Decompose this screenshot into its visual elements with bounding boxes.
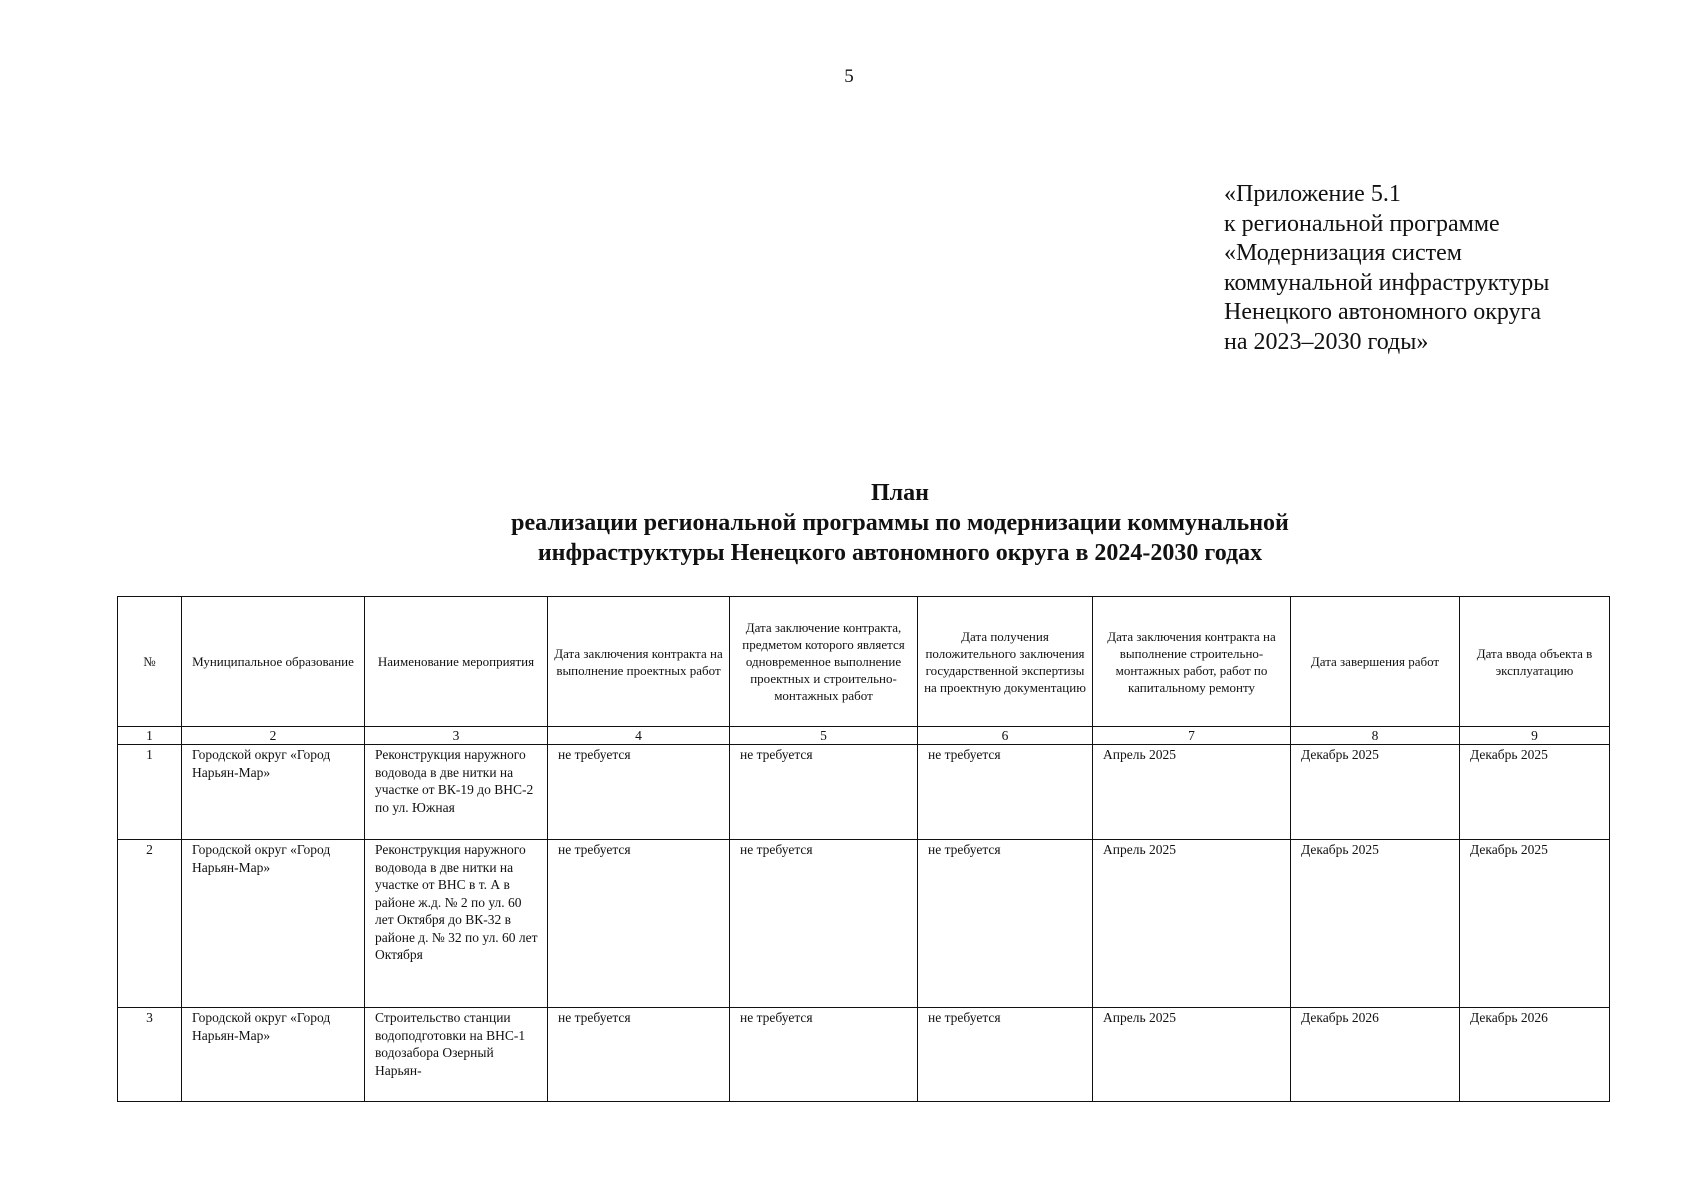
event-cell: Строительство станции водоподготовки на ВНС-1 водозабора Озерный Нарьян-	[365, 1008, 548, 1102]
commissioning-cell: Декабрь 2025	[1460, 745, 1610, 840]
column-number: 4	[548, 727, 730, 745]
title-line: План	[871, 480, 929, 506]
column-number: 6	[918, 727, 1093, 745]
title-line: реализации региональной программы по модернизации коммунальной	[511, 510, 1289, 536]
municipality-cell: Городской округ «Город Нарьян-Мар»	[182, 840, 365, 1008]
appendix-line: «Приложение 5.1	[1224, 181, 1401, 207]
column-number: 7	[1093, 727, 1291, 745]
table-row	[118, 745, 1610, 840]
page-number: 5	[844, 66, 854, 87]
expertise-cell: не требуется	[918, 1008, 1093, 1102]
column-number: 5	[730, 727, 918, 745]
design-contract-cell: не требуется	[548, 1008, 730, 1102]
municipality-cell: Городской округ «Город Нарьян-Мар»	[182, 1008, 365, 1102]
commissioning-cell: Декабрь 2025	[1460, 840, 1610, 1008]
column-number: 3	[365, 727, 548, 745]
municipality-cell: Городской округ «Город Нарьян-Мар»	[182, 745, 365, 840]
combined-contract-cell: не требуется	[730, 745, 918, 840]
table-row	[118, 840, 1610, 1008]
completion-cell: Декабрь 2025	[1291, 840, 1460, 1008]
combined-contract-cell: не требуется	[730, 840, 918, 1008]
header-cell-event: Наименование мероприятия	[365, 597, 548, 727]
title-line: инфраструктуры Ненецкого автономного округа в 2024-2030 годах	[537, 540, 1263, 566]
appendix-note	[1224, 180, 1549, 357]
table-header-row	[118, 597, 1610, 727]
column-number: 1	[118, 727, 182, 745]
combined-contract-cell: не требуется	[730, 1008, 918, 1102]
appendix-line: к региональной программе	[1224, 210, 1500, 237]
event-cell: Реконструкция наружного водовода в две нитки на участке от ВК-19 до ВНС-2 по ул. Южная	[365, 745, 548, 840]
design-contract-cell: не требуется	[548, 840, 730, 1008]
column-number: 2	[182, 727, 365, 745]
header-cell-construction-contract: Дата заключения контракта на выполнение строительно-монтажных работ, работ по капитальному ремонту	[1093, 597, 1291, 727]
construction-contract-cell: Апрель 2025	[1093, 840, 1291, 1008]
column-number-row	[118, 727, 1610, 745]
appendix-line: Ненецкого автономного округа	[1224, 299, 1542, 325]
header-cell-combined-contract: Дата заключение контракта, предметом которого является одновременное выполнение проектных и строительно-монтажных работ	[730, 597, 918, 727]
table-row	[118, 1008, 1610, 1102]
expertise-cell: не требуется	[918, 745, 1093, 840]
row-number: 2	[118, 840, 182, 1008]
header-cell-design-contract: Дата заключения контракта на выполнение проектных работ	[548, 597, 730, 727]
header-cell-completion: Дата завершения работ	[1291, 597, 1460, 727]
construction-contract-cell: Апрель 2025	[1093, 1008, 1291, 1102]
expertise-cell: не требуется	[918, 840, 1093, 1008]
row-number: 1	[118, 745, 182, 840]
column-number: 8	[1291, 727, 1460, 745]
appendix-line: коммунальной инфраструктуры	[1224, 269, 1550, 296]
header-cell-expertise: Дата получения положительного заключения государственной экспертизы на проектную документацию	[918, 597, 1093, 727]
completion-cell: Декабрь 2026	[1291, 1008, 1460, 1102]
header-cell-municipality: Муниципальное образование	[182, 597, 365, 727]
event-cell: Реконструкция наружного водовода в две нитки на участке от ВНС в т. А в районе ж.д. № 2 по ул. 60 лет Октября до ВК-32 в районе д. № 32 по ул. 60 лет Октября	[365, 840, 548, 1008]
row-number: 3	[118, 1008, 182, 1102]
column-number: 9	[1460, 727, 1610, 745]
commissioning-cell: Декабрь 2026	[1460, 1008, 1610, 1102]
appendix-line: на 2023–2030 годы»	[1224, 328, 1429, 355]
document-title	[400, 478, 1400, 568]
header-cell-commissioning: Дата ввода объекта в эксплуатацию	[1460, 597, 1610, 727]
plan-table	[117, 596, 1610, 1102]
design-contract-cell: не требуется	[548, 745, 730, 840]
completion-cell: Декабрь 2025	[1291, 745, 1460, 840]
appendix-line: «Модернизация систем	[1224, 240, 1462, 266]
header-cell-number: №	[118, 597, 182, 727]
construction-contract-cell: Апрель 2025	[1093, 745, 1291, 840]
